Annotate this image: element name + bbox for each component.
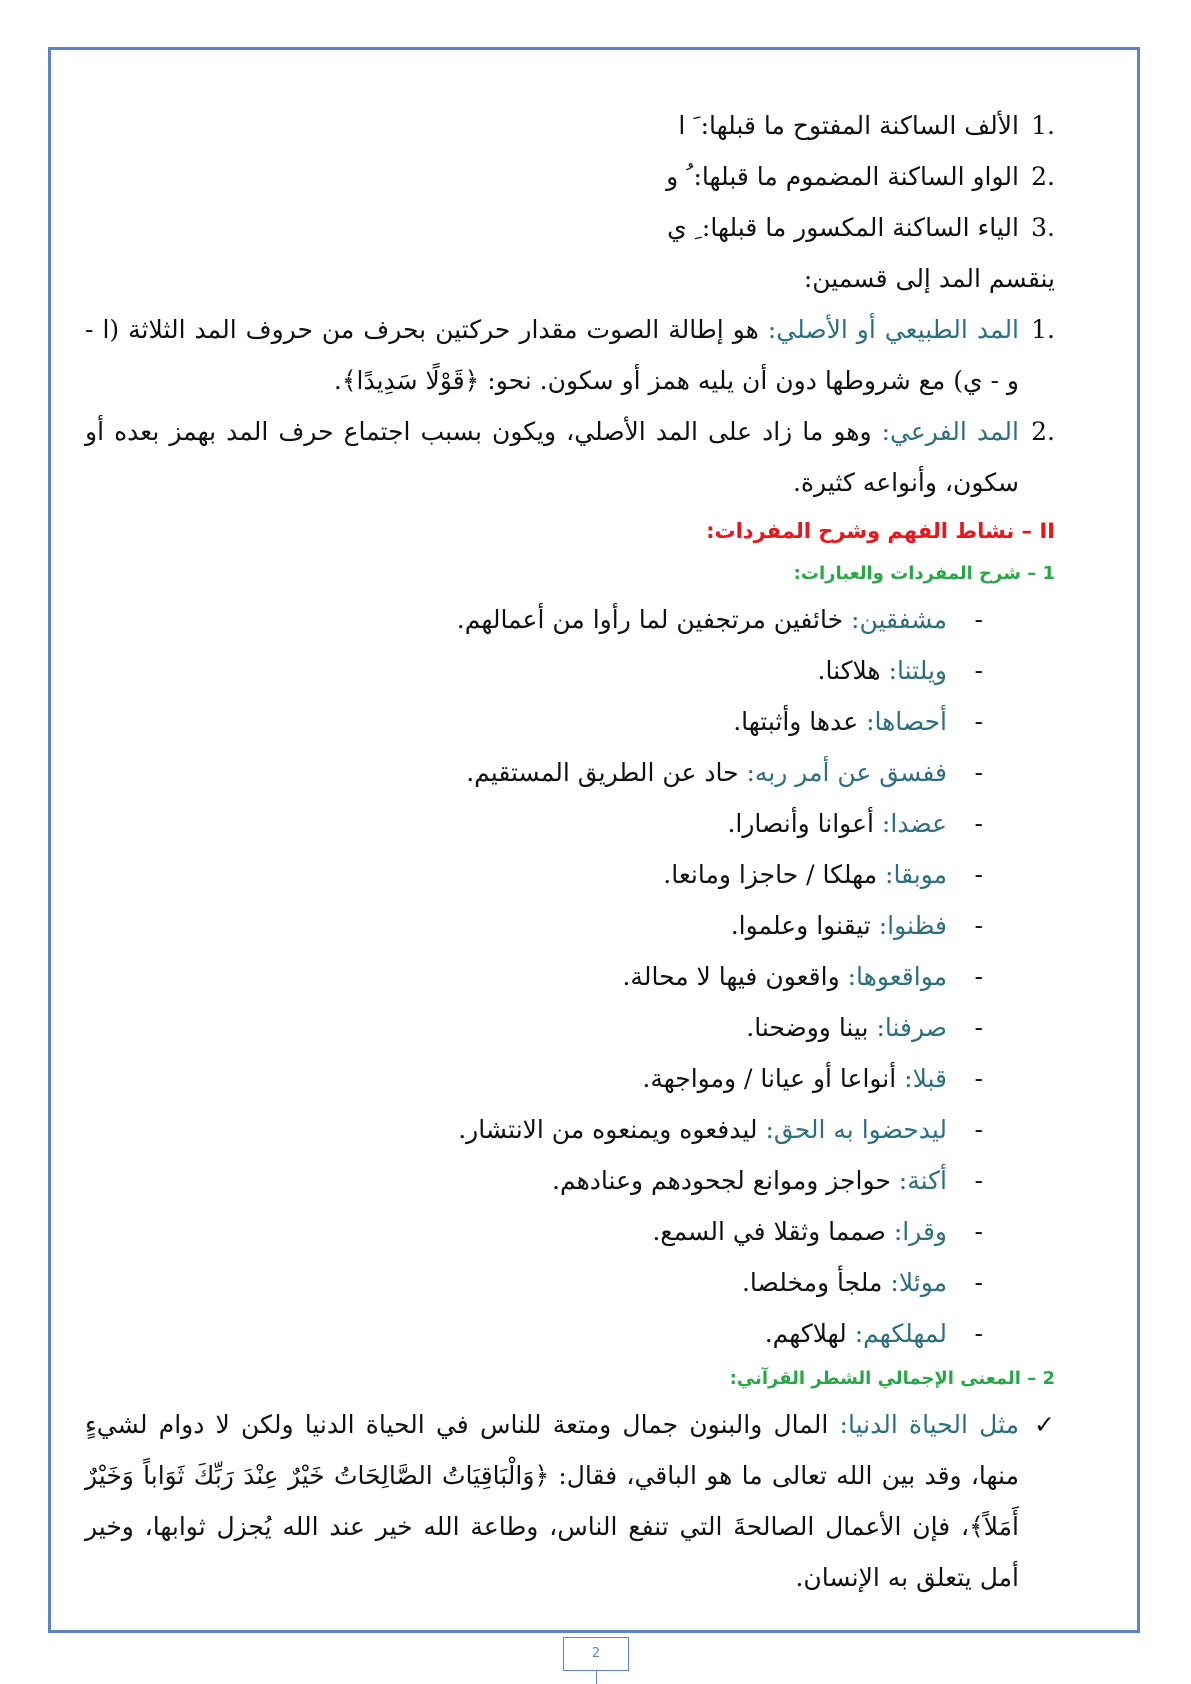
subsection-heading: 1 – شرح المفردات والعبارات: xyxy=(793,563,1055,584)
checkmark-icon: ✓ xyxy=(1034,1410,1055,1439)
vocab-term: موئلا: xyxy=(890,1268,947,1297)
vocab-item: -لمهلكهم: لهلاكهم. xyxy=(764,1319,983,1348)
vocab-item: -مواقعوها: واقعون فيها لا محالة. xyxy=(622,962,983,991)
vocab-term: ليدحضوا به الحق: xyxy=(765,1115,947,1144)
vocab-item: -صرفنا: بينا ووضحنا. xyxy=(746,1013,983,1042)
vocab-definition: ملجأ ومخلصا. xyxy=(741,1268,891,1297)
vocab-item: -أكنة: حواجز وموانع لجحودهم وعنادهم. xyxy=(552,1166,983,1195)
vocab-item: -عضدا: أعوانا وأنصارا. xyxy=(727,809,983,838)
vocab-definition: عدها وأثبتها. xyxy=(733,707,867,736)
vocab-definition: هلاكنا. xyxy=(817,656,889,685)
madd-type-item xyxy=(85,406,1055,508)
vocab-term: ويلتنا: xyxy=(888,656,947,685)
madd-type-item xyxy=(85,304,1055,406)
vocab-item: -ويلتنا: هلاكنا. xyxy=(817,656,983,685)
vocab-term: عضدا: xyxy=(881,809,947,838)
vocab-item: -قبلا: أنواعا أو عيانا / ومواجهة. xyxy=(642,1064,983,1093)
summary-term: مثل الحياة الدنيا: xyxy=(839,1410,1020,1439)
vocabulary-list xyxy=(85,594,1055,1359)
section-heading: II – نشاط الفهم وشرح المفردات: xyxy=(706,519,1055,543)
summary-text: المال والبنون جمال ومتعة للناس في الحياة الدنيا ولكن لا دوام لشيءٍ منها، وقد بين الله تعالى ما هو الباقي، فقال: ﴿وَالْبَاقِيَاتُ الصَّالِحَاتُ خَيْرٌ عِنْدَ رَبِّكَ ثَوَاباً وَخَيْرٌ أَمَلاً﴾، فإن الأعمال الصالحةَ التي تنفع الناس، وطاعة الله خير عند الله يُجزل ثوابها، وخير أمل يتعلق به الإنسان. xyxy=(85,1410,1019,1592)
division-line: ينقسم المد إلى قسمين: xyxy=(803,264,1055,293)
madd-types xyxy=(85,304,1055,508)
madd-definition: وهو ما زاد على المد الأصلي، ويكون بسبب اجتماع حرف المد بهمز بعده أو سكون، وأنواعه كثيرة. xyxy=(85,417,1019,497)
vocab-definition: ليدفعوه ويمنعوه من الانتشار. xyxy=(458,1115,766,1144)
item-number: 2. xyxy=(1031,162,1055,191)
vocab-definition: أعوانا وأنصارا. xyxy=(727,809,882,838)
vocab-definition: حواجز وموانع لجحودهم وعنادهم. xyxy=(552,1166,899,1195)
vocab-term: ففسق عن أمر ربه: xyxy=(746,758,947,787)
document-body xyxy=(85,100,1055,1603)
subsection-heading: 2 – المعنى الإجمالي الشطر القرآني: xyxy=(729,1368,1055,1389)
vocab-item: -وقرا: صمما وثقلا في السمع. xyxy=(652,1217,983,1246)
page-number: 2 xyxy=(563,1637,629,1671)
vocab-term: أكنة: xyxy=(898,1166,947,1195)
madd-definition: هو إطالة الصوت مقدار حركتين بحرف من حروف المد الثلاثة (ا - و - ي) مع شروطها دون أن يليه همز أو سكون. نحو: ﴿قَوْلًا سَدِيدًا﴾. xyxy=(85,315,1019,395)
vocab-term: قبلا: xyxy=(904,1064,947,1093)
item-number: 1. xyxy=(1031,111,1055,140)
item-number: 2. xyxy=(1031,417,1055,446)
page-number-tick xyxy=(596,1671,597,1684)
vocab-item: -ففسق عن أمر ربه: حاد عن الطريق المستقيم. xyxy=(466,758,983,787)
vocab-definition: حاد عن الطريق المستقيم. xyxy=(466,758,747,787)
vocab-term: وقرا: xyxy=(893,1217,947,1246)
vocab-item: -موبقا: مهلكا / حاجزا ومانعا. xyxy=(663,860,983,889)
vocab-term: موبقا: xyxy=(885,860,947,889)
madd-term: المد الطبيعي أو الأصلي: xyxy=(767,315,1020,344)
vocab-term: لمهلكهم: xyxy=(854,1319,947,1348)
vocab-term: صرفنا: xyxy=(876,1013,947,1042)
vocab-term: أحصاها: xyxy=(866,707,947,736)
item-text: الألف الساكنة المفتوح ما قبلها: َ ا xyxy=(678,111,1019,140)
item-number: 1. xyxy=(1031,315,1055,344)
item-text: الواو الساكنة المضموم ما قبلها: ُ و xyxy=(666,162,1019,191)
intro-item xyxy=(85,100,1055,151)
vocab-term: فظنوا: xyxy=(878,911,947,940)
item-number: 3. xyxy=(1031,213,1055,242)
vocab-definition: لهلاكهم. xyxy=(764,1319,855,1348)
vocab-definition: تيقنوا وعلموا. xyxy=(730,911,879,940)
vocab-definition: واقعون فيها لا محالة. xyxy=(622,962,848,991)
vocab-item: -مشفقين: خائفين مرتجفين لما رأوا من أعمالهم. xyxy=(456,605,983,634)
vocab-definition: أنواعا أو عيانا / ومواجهة. xyxy=(642,1064,905,1093)
intro-item xyxy=(85,202,1055,253)
madd-term: المد الفرعي: xyxy=(881,417,1019,446)
vocab-definition: صمما وثقلا في السمع. xyxy=(652,1217,894,1246)
intro-list xyxy=(85,100,1055,253)
vocab-definition: مهلكا / حاجزا ومانعا. xyxy=(663,860,886,889)
vocab-term: مواقعوها: xyxy=(847,962,947,991)
vocab-item: -أحصاها: عدها وأثبتها. xyxy=(733,707,983,736)
summary-paragraph xyxy=(85,1399,1055,1603)
vocab-item: -فظنوا: تيقنوا وعلموا. xyxy=(730,911,983,940)
vocab-definition: خائفين مرتجفين لما رأوا من أعمالهم. xyxy=(456,605,852,634)
vocab-item: -موئلا: ملجأ ومخلصا. xyxy=(741,1268,983,1297)
intro-item xyxy=(85,151,1055,202)
vocab-term: مشفقين: xyxy=(851,605,947,634)
vocab-item: -ليدحضوا به الحق: ليدفعوه ويمنعوه من الانتشار. xyxy=(458,1115,983,1144)
vocab-definition: بينا ووضحنا. xyxy=(746,1013,877,1042)
item-text: الياء الساكنة المكسور ما قبلها: ِ ي xyxy=(667,213,1019,242)
